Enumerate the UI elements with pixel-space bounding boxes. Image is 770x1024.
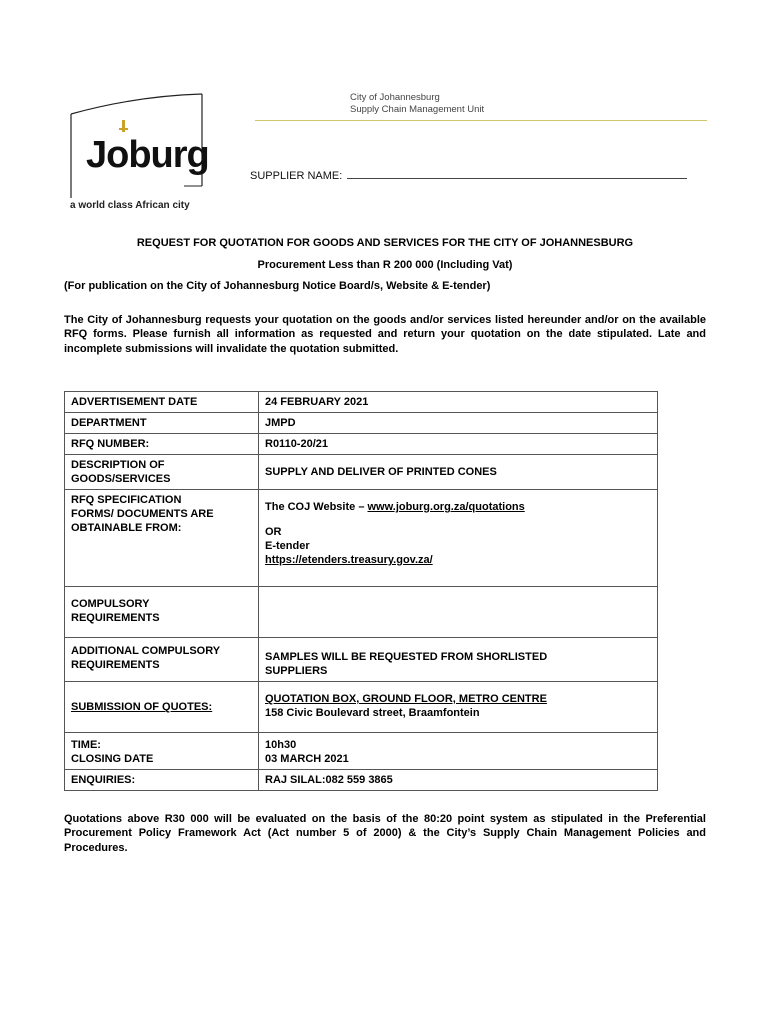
description-label-line1: DESCRIPTION OF <box>71 459 165 471</box>
compulsory-value <box>259 587 658 638</box>
time-label <box>65 733 259 770</box>
department-value: JMPD <box>259 413 658 434</box>
logo-tagline: a world class African city <box>70 200 190 211</box>
org-name: City of Johannesburg <box>350 92 440 103</box>
supplier-name-blank[interactable] <box>347 168 687 179</box>
joburg-logo <box>66 92 211 212</box>
additional-label <box>65 638 259 682</box>
org-unit: Supply Chain Management Unit <box>350 104 485 115</box>
forms-or: OR <box>265 526 282 538</box>
additional-label-line2: REQUIREMENTS <box>71 659 160 671</box>
etender-link[interactable]: https://etenders.treasury.gov.za/ <box>265 554 433 566</box>
submission-value-line1: QUOTATION BOX, GROUND FLOOR, METRO CENTRE <box>265 693 547 705</box>
compulsory-label-line2: REQUIREMENTS <box>71 612 160 624</box>
table-row <box>65 587 658 638</box>
compulsory-label <box>65 587 259 638</box>
forms-label <box>65 490 259 587</box>
submission-value-line2: 158 Civic Boulevard street, Braamfontein <box>265 707 480 719</box>
description-value: SUPPLY AND DELIVER OF PRINTED CONES <box>259 455 658 490</box>
rfq-details-table <box>64 391 658 791</box>
coj-website-link[interactable]: www.joburg.org.za/quotations <box>367 501 525 513</box>
additional-value <box>259 638 658 682</box>
intro-paragraph: The City of Johannesburg requests your quotation on the goods and/or services listed hereunder and/or on the available RFQ forms. Please furnish all information as requested and return your quotation on the date stipulated. Late and incomplete submissions will invalidate the quotation submitted. <box>64 314 706 355</box>
time-label-line1: TIME: <box>71 739 101 751</box>
additional-value-line1: SAMPLES WILL BE REQUESTED FROM SHORLISTED <box>265 651 548 663</box>
description-label <box>65 455 259 490</box>
forms-label-line3: OBTAINABLE FROM: <box>71 522 182 534</box>
department-label: DEPARTMENT <box>65 413 259 434</box>
forms-label-line1: RFQ SPECIFICATION <box>71 494 182 506</box>
forms-value <box>259 490 658 587</box>
header-divider <box>255 120 707 121</box>
rfq-number-label: RFQ NUMBER: <box>65 434 259 455</box>
table-row <box>65 392 658 413</box>
table-row <box>65 682 658 733</box>
forms-site-prefix: The COJ Website – <box>265 501 368 513</box>
time-value-line1: 10h30 <box>265 739 297 751</box>
table-row <box>65 413 658 434</box>
time-label-line2: CLOSING DATE <box>71 753 154 765</box>
supplier-name-field[interactable] <box>250 168 687 182</box>
compulsory-label-line1: COMPULSORY <box>71 598 150 610</box>
forms-label-line2: FORMS/ DOCUMENTS ARE <box>71 508 214 520</box>
advert-date-label: ADVERTISEMENT DATE <box>65 392 259 413</box>
table-row <box>65 455 658 490</box>
submission-label <box>65 682 259 733</box>
time-value <box>259 733 658 770</box>
table-row <box>65 490 658 587</box>
enquiries-label: ENQUIRIES: <box>65 770 259 791</box>
evaluation-note: Quotations above R30 000 will be evaluated on the basis of the 80:20 point system as stipulated in the Preferential Procurement Policy Framework Act (Act number 5 of 2000) & the City’s Supply Chain Management Policies and Procedures. <box>64 813 706 854</box>
table-row <box>65 434 658 455</box>
submission-value <box>259 682 658 733</box>
description-label-line2: GOODS/SERVICES <box>71 473 171 485</box>
additional-label-line1: ADDITIONAL COMPULSORY <box>71 645 221 657</box>
additional-value-line2: SUPPLIERS <box>265 665 328 677</box>
advert-date-value: 24 FEBRUARY 2021 <box>259 392 658 413</box>
org-header <box>350 92 484 116</box>
publication-note: (For publication on the City of Johannesburg Notice Board/s, Website & E-tender) <box>64 280 491 292</box>
table-row <box>65 733 658 770</box>
table-row <box>65 770 658 791</box>
document-subtitle: Procurement Less than R 200 000 (Including Vat) <box>257 259 513 271</box>
submission-label-text: SUBMISSION OF QUOTES: <box>71 701 213 713</box>
time-value-line2: 03 MARCH 2021 <box>265 753 349 765</box>
rfq-number-value: R0110-20/21 <box>259 434 658 455</box>
forms-etender-label: E-tender <box>265 540 310 552</box>
document-title: REQUEST FOR QUOTATION FOR GOODS AND SERVICES FOR THE CITY OF JOHANNESBURG <box>136 237 634 249</box>
supplier-name-label: SUPPLIER NAME: <box>250 170 343 182</box>
table-row <box>65 638 658 682</box>
svg-text:Joburg: Joburg <box>86 134 209 176</box>
enquiries-value: RAJ SILAL:082 559 3865 <box>259 770 658 791</box>
